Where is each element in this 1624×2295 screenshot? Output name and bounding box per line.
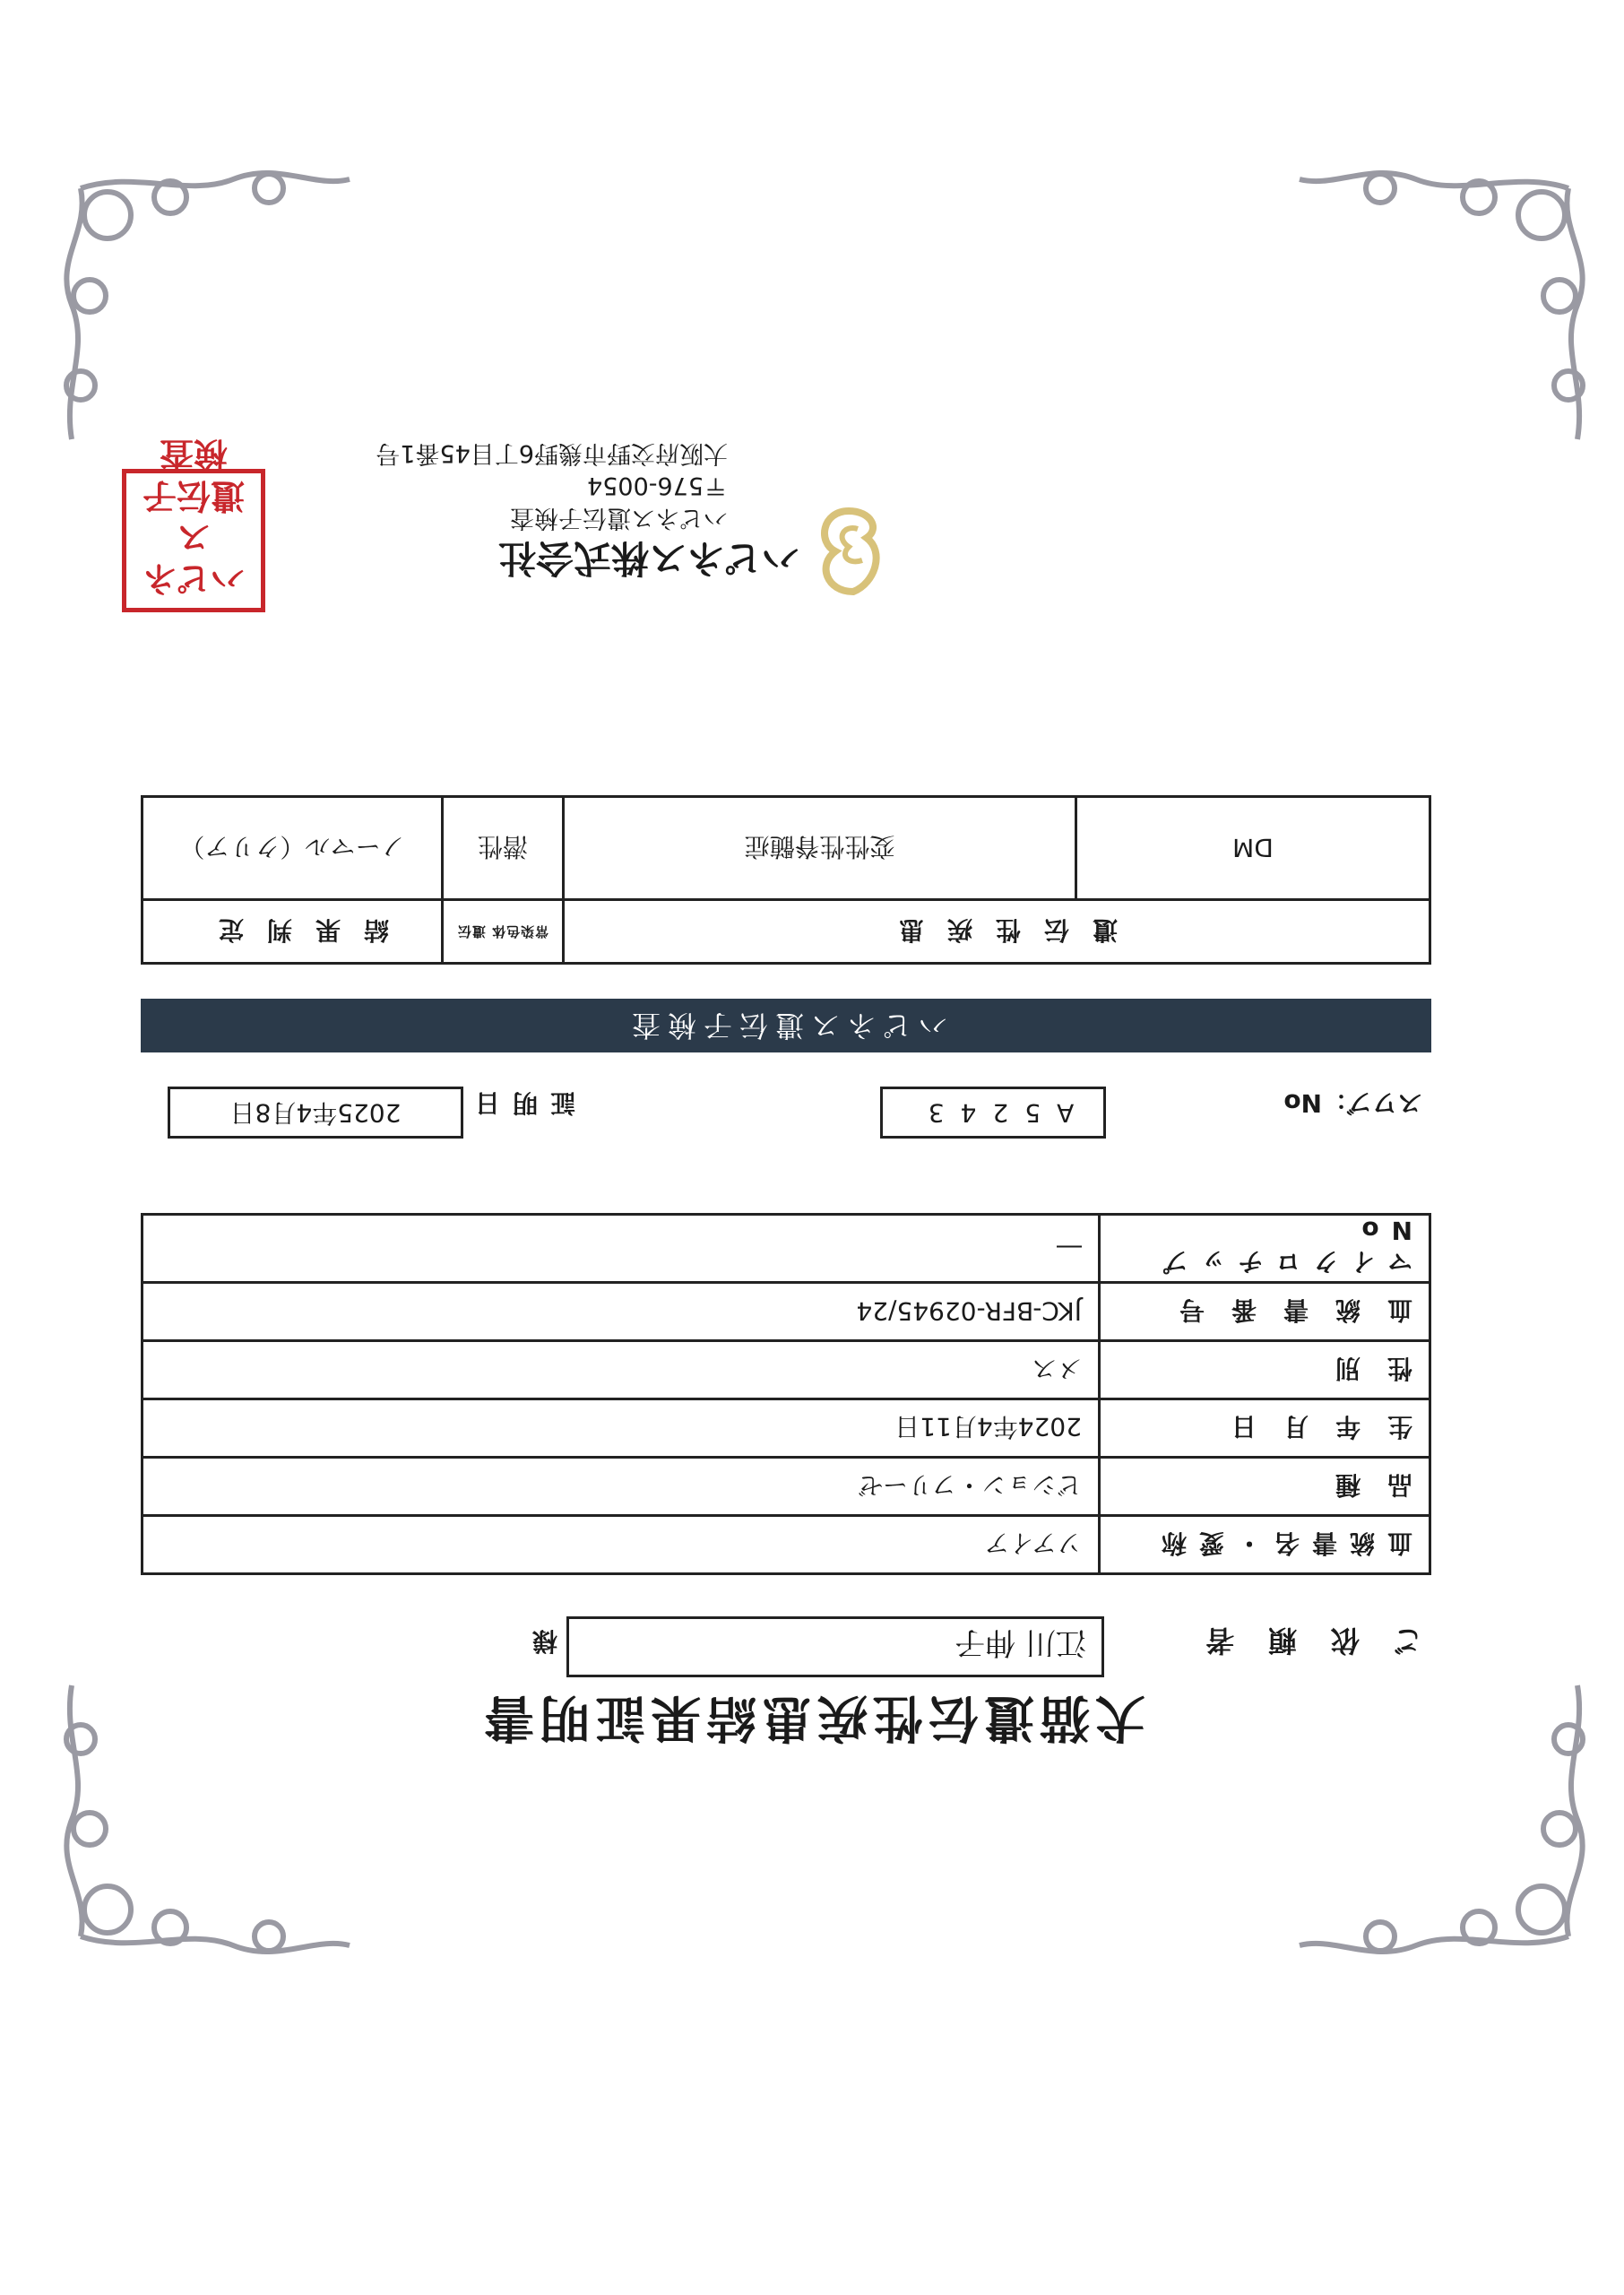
table-row — [143, 1283, 1430, 1341]
requester-suffix: 様 — [531, 1626, 557, 1656]
company-street: 大阪府交野市幾野6丁目45番1号 — [376, 439, 728, 467]
table-row — [143, 1516, 1430, 1574]
result-table — [141, 795, 1431, 965]
requester-name: 江川 伸子 — [955, 1624, 1086, 1660]
info-label: 血統書番号 — [1100, 1283, 1430, 1341]
company-name: ハピネス株式会社 — [497, 536, 799, 580]
section-banner: ハピネス遺伝子検査 — [141, 999, 1431, 1052]
company-division: ハピネス遺伝子検査 — [510, 504, 728, 532]
info-label: 品種 — [1100, 1458, 1430, 1516]
info-value: ビション・フリーゼ — [143, 1458, 1100, 1516]
sample-number-label: スワブ：No — [1283, 1088, 1422, 1118]
company-seal-stamp: ハピネス 遺伝子 検査 — [122, 469, 265, 612]
company-postal: 〒576-0054 — [587, 472, 728, 499]
pet-info-table — [141, 1213, 1431, 1575]
table-header-row — [143, 900, 1430, 964]
table-row — [143, 797, 1430, 900]
certification-date-value: 2025年4月8日 — [168, 1087, 463, 1139]
table-row — [143, 1215, 1430, 1283]
company-address — [376, 437, 728, 533]
sample-number-value: A5243 — [880, 1087, 1106, 1139]
table-row — [143, 1458, 1430, 1516]
requester-label: ご依頼者 — [1170, 1624, 1422, 1658]
info-label: 血統書名・愛称 — [1100, 1516, 1430, 1574]
info-value: ソアイア — [143, 1516, 1100, 1574]
result-disease: 変性性脊髄症 — [564, 797, 1076, 900]
result-judgment: ノーマル（クリア） — [143, 797, 443, 900]
table-row — [143, 1399, 1430, 1458]
company-logo-icon — [812, 502, 889, 601]
header-inheritance: 常染色体 遺伝 — [443, 900, 564, 964]
result-inheritance: 潜性 — [443, 797, 564, 900]
result-code: DM — [1076, 797, 1430, 900]
info-value: 2024年4月11日 — [143, 1399, 1100, 1458]
info-value: メス — [143, 1341, 1100, 1399]
info-value: JKC-BFR-02945/24 — [143, 1283, 1100, 1341]
table-row — [143, 1341, 1430, 1399]
header-disease: 遺伝性疾患 — [564, 900, 1430, 964]
certification-date-label: 証明日 — [462, 1088, 575, 1118]
info-label: 生年月日 — [1100, 1399, 1430, 1458]
document-title: 犬猫遺伝性疾患結果証明書 — [479, 1688, 1145, 1746]
info-label: 性別 — [1100, 1341, 1430, 1399]
info-value: ― — [143, 1215, 1100, 1283]
header-judgment: 結果判定 — [143, 900, 443, 964]
info-label: マイクロチップNo — [1100, 1215, 1430, 1283]
